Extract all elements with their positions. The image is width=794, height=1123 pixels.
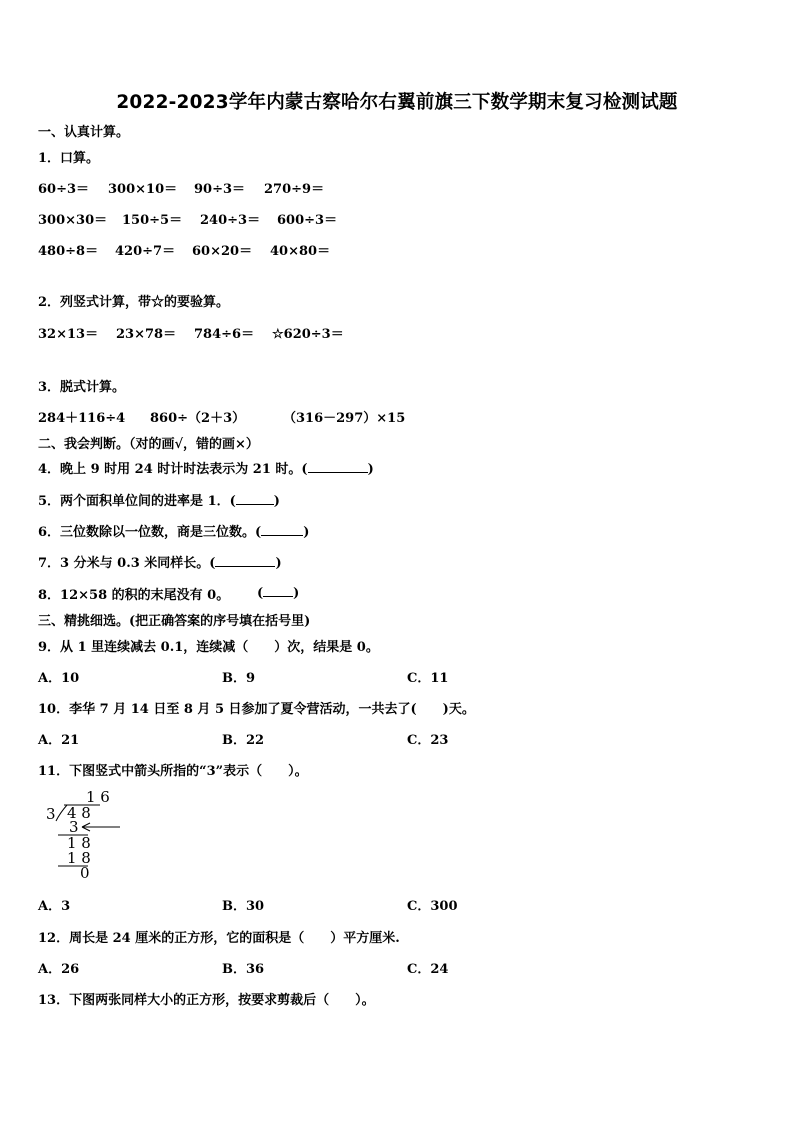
oral-item: 600÷3＝	[277, 213, 338, 228]
option-b[interactable]: B．22	[222, 733, 265, 748]
division-step: 1 8	[67, 849, 91, 867]
oral-item: 480÷8＝	[38, 244, 99, 259]
division-dividend: 4 8	[67, 804, 91, 822]
q5-close: )	[273, 494, 280, 509]
stepwise-calc-item: 860÷（2＋3）	[150, 411, 246, 426]
answer-blank[interactable]	[308, 460, 368, 473]
option-a[interactable]: A．26	[38, 962, 80, 977]
q8	[38, 584, 229, 603]
stepwise-calc-item: （316－297）×15	[283, 411, 406, 426]
option-c[interactable]: C．11	[407, 671, 449, 686]
vertical-calc-item: 784÷6＝	[194, 327, 255, 342]
answer-blank[interactable]	[263, 584, 293, 597]
oral-item: 90÷3＝	[194, 182, 246, 197]
option-a[interactable]: A．21	[38, 733, 80, 748]
division-remainder: 0	[80, 864, 90, 882]
q13-text: 13．下图两张同样大小的正方形，按要求剪裁后（ ）。	[38, 993, 375, 1008]
option-a[interactable]: A．10	[38, 671, 80, 686]
q10-text: 10．李华 7 月 14 日至 8 月 5 日参加了夏令营活动，一共去了( )天。	[38, 702, 475, 717]
q8-close: )	[293, 586, 300, 601]
oral-item: 300×30＝	[38, 213, 108, 228]
stepwise-calc-item: 284＋116÷4	[38, 411, 126, 426]
q6-text: 6．三位数除以一位数，商是三位数。(	[38, 525, 262, 540]
option-b[interactable]: B．36	[222, 962, 265, 977]
q4-close: )	[367, 462, 374, 477]
q12-text: 12．周长是 24 厘米的正方形，它的面积是（ ）平方厘米.	[38, 931, 400, 946]
division-step: 3	[69, 818, 79, 836]
option-c[interactable]: C．300	[407, 899, 458, 914]
option-b[interactable]: B．30	[222, 899, 265, 914]
q5	[38, 490, 280, 509]
section3-heading: 三、精挑细选。(把正确答案的序号填在括号里)	[38, 614, 311, 629]
answer-blank[interactable]	[261, 523, 303, 536]
oral-item: 240÷3＝	[200, 213, 261, 228]
option-c[interactable]: C．23	[407, 733, 449, 748]
q4-text: 4．晚上 9 时用 24 时计时法表示为 21 时。(	[38, 462, 308, 477]
q7-close: )	[275, 556, 282, 571]
q11-text: 11．下图竖式中箭头所指的“3”表示（ ）。	[38, 764, 308, 779]
vertical-calc-item: 32×13＝	[38, 327, 99, 342]
q5-text: 5．两个面积单位间的进率是 1．(	[38, 494, 236, 509]
answer-blank[interactable]	[236, 492, 274, 505]
division-quotient: 1 6	[86, 788, 110, 806]
q8-open: (	[257, 586, 264, 601]
vertical-calc-item: 23×78＝	[116, 327, 177, 342]
q7-text: 7．3 分米与 0.3 米同样长。(	[38, 556, 216, 571]
oral-item: 270÷9＝	[264, 182, 325, 197]
option-c[interactable]: C．24	[407, 962, 449, 977]
option-b[interactable]: B．9	[222, 671, 256, 686]
option-a[interactable]: A．3	[38, 899, 71, 914]
q6	[38, 521, 309, 540]
answer-blank[interactable]	[215, 554, 275, 567]
oral-item: 60÷3＝	[38, 182, 90, 197]
page-title: 2022-2023学年内蒙古察哈尔右翼前旗三下数学期末复习检测试题	[116, 92, 678, 113]
q8-answer	[257, 584, 299, 601]
division-step: 1 8	[67, 834, 91, 852]
q6-close: )	[303, 525, 310, 540]
oral-item: 300×10＝	[108, 182, 178, 197]
oral-item: 420÷7＝	[115, 244, 176, 259]
oral-item: 40×80＝	[270, 244, 331, 259]
q7	[38, 552, 282, 571]
q8-text: 8．12×58 的积的末尾没有 0。	[38, 588, 230, 603]
division-bracket	[56, 805, 67, 821]
q3-label: 3．脱式计算。	[38, 380, 126, 395]
vertical-calc-item: ☆620÷3＝	[272, 327, 344, 342]
long-division-figure	[38, 786, 138, 882]
section2-heading: 二、我会判断。（对的画√，错的画×）	[38, 437, 259, 452]
q9-text: 9．从 1 里连续减去 0.1，连续减（ ）次，结果是 0。	[38, 640, 379, 655]
oral-item: 60×20＝	[192, 244, 253, 259]
oral-item: 150÷5＝	[122, 213, 183, 228]
q2-label: 2．列竖式计算，带☆的要验算。	[38, 295, 230, 310]
section1-heading: 一、认真计算。	[38, 125, 130, 140]
q1-label: 1．口算。	[38, 151, 100, 166]
q4	[38, 458, 374, 477]
division-divisor: 3	[46, 805, 56, 823]
